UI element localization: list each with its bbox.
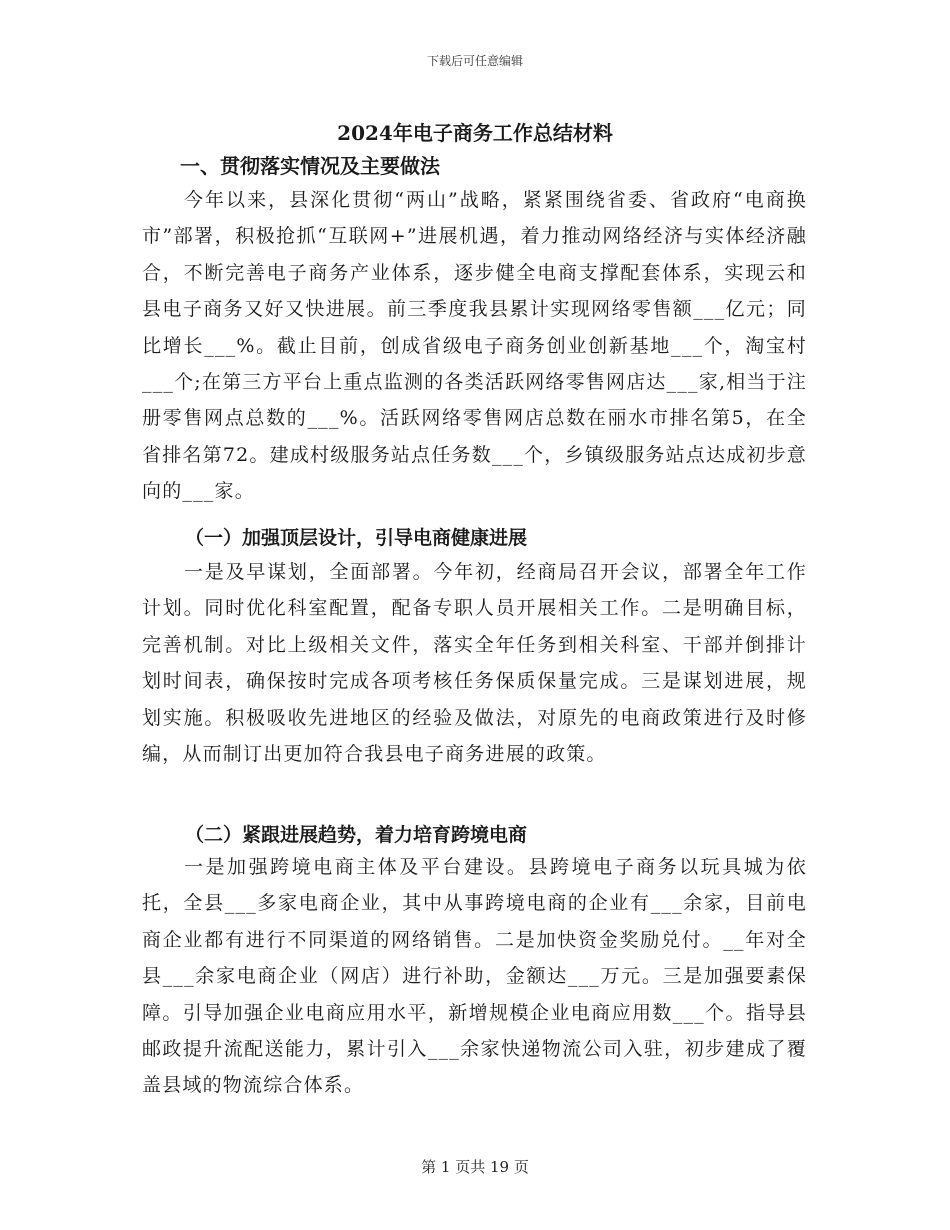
subsection-1-paragraph: 一是及早谋划，全面部署。今年初，经商局召开会议，部署全年工作计划。同时优化科室配置，配备专职人员开展相关工作。二是明确目标，完善机制。对比上级相关文件，落实全年任务到相关科室、干部并倒排计划时间表，确保按时完成各项考核任务保质保量完成。三是谋划进展，规划实施。积极吸收先进地区的经验及做法，对原先的电商政策进行及时修编，从而制订出更加符合我县电子商务进展的政策。: [142, 561, 807, 766]
subsection-2-paragraph: 一是加强跨境电商主体及平台建设。县跨境电子商务以玩具城为依托，全县___多家电商企业，其中从事跨境电商的企业有___余家，目前电商企业都有进行不同渠道的网络销售。二是加快资金奖励兑付。__年对全县___余家电商企业（网店）进行补助，金额达___万元。三是加强要素保障。引导加强企业电商应用水平，新增规模企业电商应用数___个。指导县邮政提升流配送能力，累计引入___余家快递物流公司入驻，初步建成了覆盖县域的物流综合体系。: [142, 856, 807, 1097]
document-title: 2024年电子商务工作总结材料: [337, 121, 613, 145]
section-heading-1: 一、贯彻落实情况及主要做法: [180, 154, 440, 178]
page-number: 第 1 页共 19 页: [421, 1158, 529, 1176]
subsection-heading-1: （一）加强顶层设计，引导电商健康进展: [185, 527, 528, 549]
page-header-note: 下载后可任意编辑: [426, 54, 523, 68]
section-1-paragraph: 今年以来，县深化贯彻“两山”战略，紧紧围绕省委、省政府“电商换市”部署，积极抢抓“互联网+”进展机遇，着力推动网络经济与实体经济融合，不断完善电子商务产业体系，逐步健全电商支撑配套体系，实现云和县电子商务又好又快进展。前三季度我县累计实现网络零售额___亿元；同比增长___%。截止目前，创成省级电子商务创业创新基地___个，淘宝村___个;在第三方平台上重点监测的各类活跃网络零售网店达___家,相当于注册零售网点总数的___%。活跃网络零售网店总数在丽水市排名第5，在全省排名第72。建成村级服务站点任务数___个，乡镇级服务站点达成初步意向的___家。: [142, 189, 807, 503]
subsection-heading-2: （二）紧跟进展趋势，着力培育跨境电商: [185, 824, 528, 846]
